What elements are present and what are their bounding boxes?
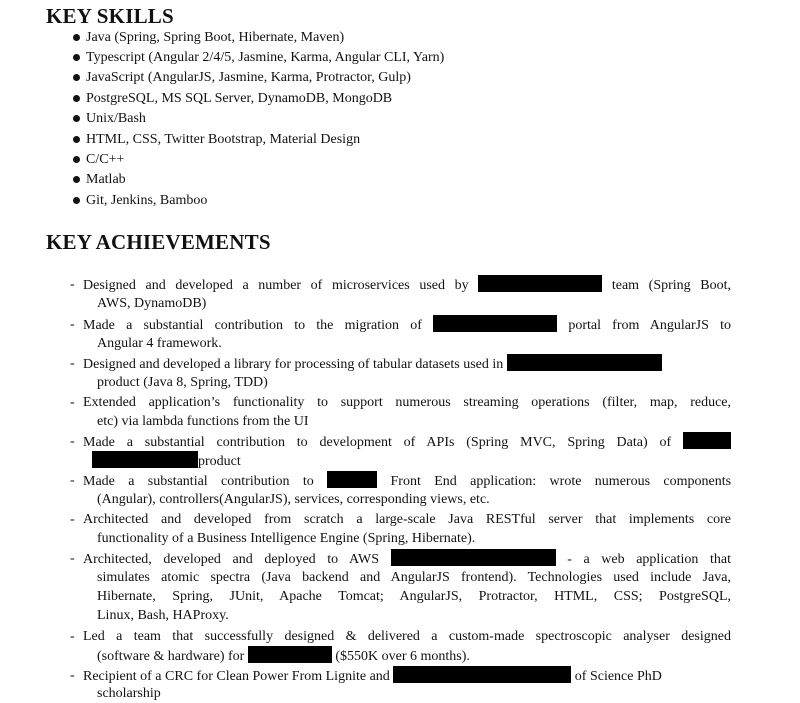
dash-marker: - [70,434,75,449]
dash-marker: - [70,277,75,292]
achievement-line: Designed and developed a library for processing of tabular datasets used in [83,354,662,374]
achievement-line: Linux, Bash, HAProxy. [97,608,229,623]
achievement-line: product [92,451,241,471]
redaction-box [683,432,731,449]
achievement-line: (software & hardware) for ($550K over 6 months). [97,646,470,666]
dash-marker: - [70,512,75,527]
achievement-line: Made a substantial contribution to development of APIs (Spring MVC, Spring Data) of [83,432,731,452]
achievement-line: etc) via lambda functions from the UI [97,414,309,429]
redaction-box [507,354,662,371]
redaction-box [433,315,557,332]
bullet-icon [73,197,80,204]
achievement-line: Made a substantial contribution to the migration of portal from AngularJS to [83,315,731,335]
achievement-line: Hibernate, Spring, JUnit, Apache Tomcat; AngularJS, Protractor, HTML, CSS; PostgreSQL, [97,589,731,604]
dash-marker: - [70,668,75,683]
dash-marker: - [70,317,75,332]
bullet-icon [73,156,80,163]
achievement-line: Made a substantial contribution to Front End application: wrote numerous components [83,471,731,491]
dash-marker: - [70,356,75,371]
bullet-icon [73,95,80,102]
bullet-icon [73,176,80,183]
redaction-box [393,666,571,683]
achievement-line: AWS, DynamoDB) [97,296,207,311]
dash-marker: - [70,629,75,644]
achievement-line: Architected and developed from scratch a large-scale Java RESTful server that implements core [83,512,731,527]
bullet-icon [73,136,80,143]
achievement-line: (Angular), controllers(AngularJS), services, corresponding views, etc. [97,492,490,507]
achievement-line: scholarship [97,686,161,701]
bullet-icon [73,34,80,41]
key-skills-heading: KEY SKILLS [46,4,174,28]
bullet-icon [73,54,80,61]
redaction-box [248,646,332,663]
redaction-box [478,275,602,292]
achievement-line: Angular 4 framework. [97,336,222,351]
achievement-line: functionality of a Business Intelligence Engine (Spring, Hibernate). [97,531,476,546]
key-achievements-heading: KEY ACHIEVEMENTS [46,230,271,254]
resume-page: KEY SKILLS Java (Spring, Spring Boot, Hibernate, Maven) Typescript (Angular 2/4/5, Jasmine, Karma, Angular CLI, Yarn) JavaScript (AngularJS, Jasmine, Karma, Protractor, Gulp) PostgreSQL, MS SQL Server, DynamoDB, MongoDB Unix/Bash HTML, CSS, Twitter Bootstrap, Material Design C/C++ Matlab Git, Jenkins, Bamboo KEY ACHIEVEMENTS - Designed and developed a number of microservices used by team (Spring Boot, AWS, DynamoDB) - Made a substantial contribution to the migration of portal from AngularJS to Angular 4 framework. - Designed and developed a library for processing of tabular datasets used in product (Java 8, Spring, TDD) - Extended application’s functionality to support numerous streaming operations (filter, map, reduce, etc) via lambda functions from the UI - Made a substantial contribution to development of APIs (Spring MVC, Spring Data) of product - Made a substantial contribution to Front End application: wrote numerous components (Angular), controllers(AngularJS), services, corresponding views, etc. - Architected and developed from scratch a large-scale Java RESTful server that implements core functionality of a Business Intelligence Engine (Spring, Hibernate). - Architected, developed and deployed to AWS - a web application that simulates atomic spectra (Java backend and AngularJS frontend). Technologies used include Java, Hibernate, Spring, JUnit, Apache Tomcat; AngularJS, Protractor, HTML, CSS; PostgreSQL, Linux, Bash, HAProxy. - Led a team that successfully designed & delivered a custom-made spectroscopic analyser designed (software & hardware) for ($550K over 6 months). - Recipient of a CRC for Clean Power From Lignite and of Science PhD scholarship [46,4,732,701]
achievement-line: Designed and developed a number of microservices used by team (Spring Boot, [83,275,731,295]
redaction-box [92,451,198,468]
achievement-line: Led a team that successfully designed & delivered a custom-made spectroscopic analyser designed [83,629,731,644]
bullet-icon [73,115,80,122]
achievement-line: simulates atomic spectra (Java backend and AngularJS frontend). Technologies used include Java, [97,570,731,585]
achievement-line: Architected, developed and deployed to AWS - a web application that [83,549,731,569]
achievement-line: Recipient of a CRC for Clean Power From Lignite and of Science PhD [83,666,662,686]
dash-marker: - [70,395,75,410]
dash-marker: - [70,473,75,488]
redaction-box [327,471,377,488]
dash-marker: - [70,551,75,566]
redaction-box [391,549,556,566]
achievement-line: product (Java 8, Spring, TDD) [97,375,268,390]
achievement-line: Extended application’s functionality to support numerous streaming operations (filter, map, reduce, [83,395,731,410]
bullet-icon [73,74,80,81]
